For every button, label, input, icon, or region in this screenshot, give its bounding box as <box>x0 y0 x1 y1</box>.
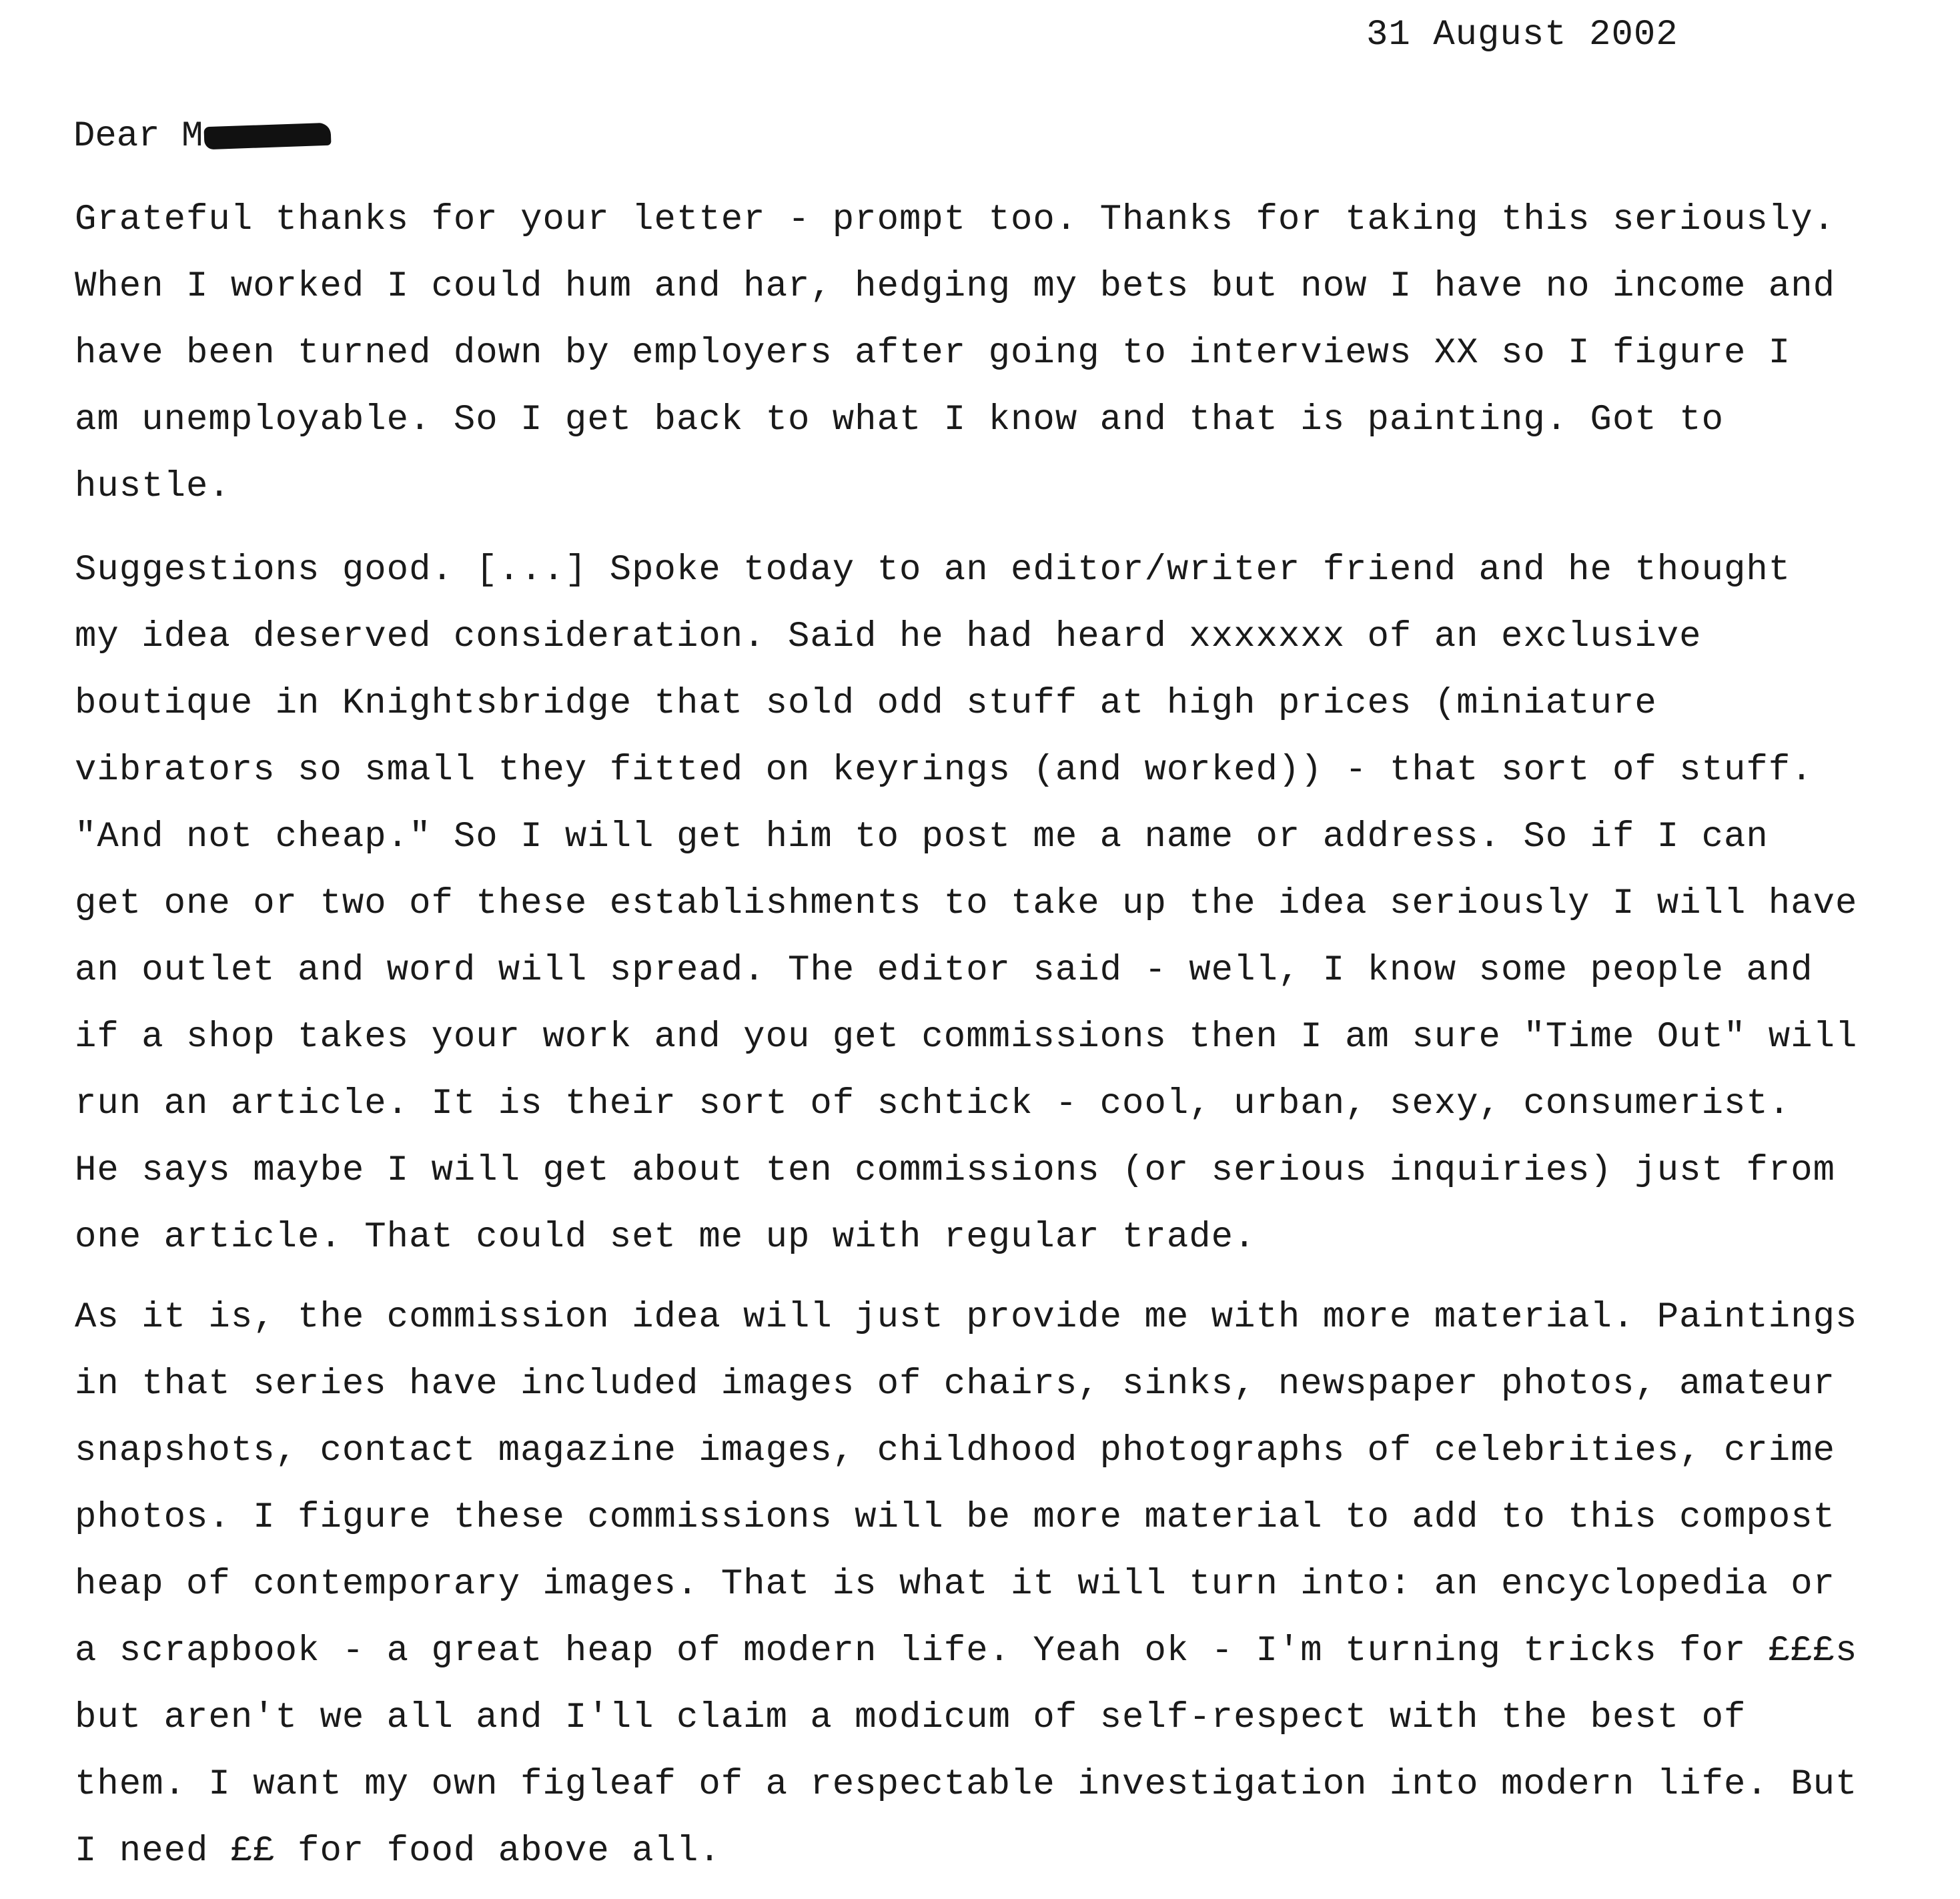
text-line: As it is, the commission idea will just provide me with more material. Paintings <box>75 1297 1858 1338</box>
paragraph-1 <box>75 187 1943 520</box>
text-line: vibrators so small they fitted on keyrings (and worked)) - that sort of stuff. <box>75 750 1813 791</box>
text-line: When I worked I could hum and har, hedging my bets but now I have no income and <box>75 266 1836 307</box>
redaction-mark <box>204 122 332 149</box>
text-line: He says maybe I will get about ten commissions (or serious inquiries) just from <box>75 1150 1836 1191</box>
text-line: my idea deserved consideration. Said he had heard xxxxxxx of an exclusive <box>75 617 1702 657</box>
text-line: photos. I figure these commissions will be more material to add to this compost <box>75 1497 1836 1538</box>
paragraph-3 <box>75 1284 1943 1885</box>
text-line: in that series have included images of chairs, sinks, newspaper photos, amateur <box>75 1364 1836 1405</box>
text-line: Suggestions good. [...] Spoke today to an editor/writer friend and he thought <box>75 550 1791 591</box>
text-line: an outlet and word will spread. The editor said - well, I know some people and <box>75 950 1813 991</box>
text-line: snapshots, contact magazine images, childhood photographs of celebrities, crime <box>75 1431 1836 1471</box>
text-line: a scrapbook - a great heap of modern life. Yeah ok - I'm turning tricks for £££s <box>75 1631 1858 1671</box>
paragraph-2 <box>75 537 1943 1271</box>
text-line: run an article. It is their sort of schtick - cool, urban, sexy, consumerist. <box>75 1084 1791 1124</box>
text-line: "And not cheap." So I will get him to post me a name or address. So if I can <box>75 817 1769 857</box>
text-line: one article. That could set me up with regular trade. <box>75 1217 1256 1258</box>
text-line: have been turned down by employers after going to interviews XX so I figure I <box>75 333 1791 374</box>
text-line: boutique in Knightsbridge that sold odd stuff at high prices (miniature <box>75 683 1657 724</box>
letter-date: 31 August 2002 <box>1366 15 1678 55</box>
text-line: hustle. <box>75 466 231 507</box>
salutation-text: Dear M <box>73 116 203 157</box>
text-line: heap of contemporary images. That is what it will turn into: an encyclopedia or <box>75 1564 1836 1605</box>
text-line: I need ££ for food above all. <box>75 1831 721 1872</box>
text-line: but aren't we all and I'll claim a modicum of self-respect with the best of <box>75 1697 1747 1738</box>
salutation <box>73 113 331 160</box>
text-line: am unemployable. So I get back to what I know and that is painting. Got to <box>75 400 1724 440</box>
text-line: them. I want my own figleaf of a respectable investigation into modern life. But <box>75 1764 1858 1805</box>
text-line: if a shop takes your work and you get commissions then I am sure "Time Out" will <box>75 1017 1858 1058</box>
text-line: get one or two of these establishments to take up the idea seriously I will have <box>75 883 1858 924</box>
text-line: Grateful thanks for your letter - prompt too. Thanks for taking this seriously. <box>75 200 1836 240</box>
